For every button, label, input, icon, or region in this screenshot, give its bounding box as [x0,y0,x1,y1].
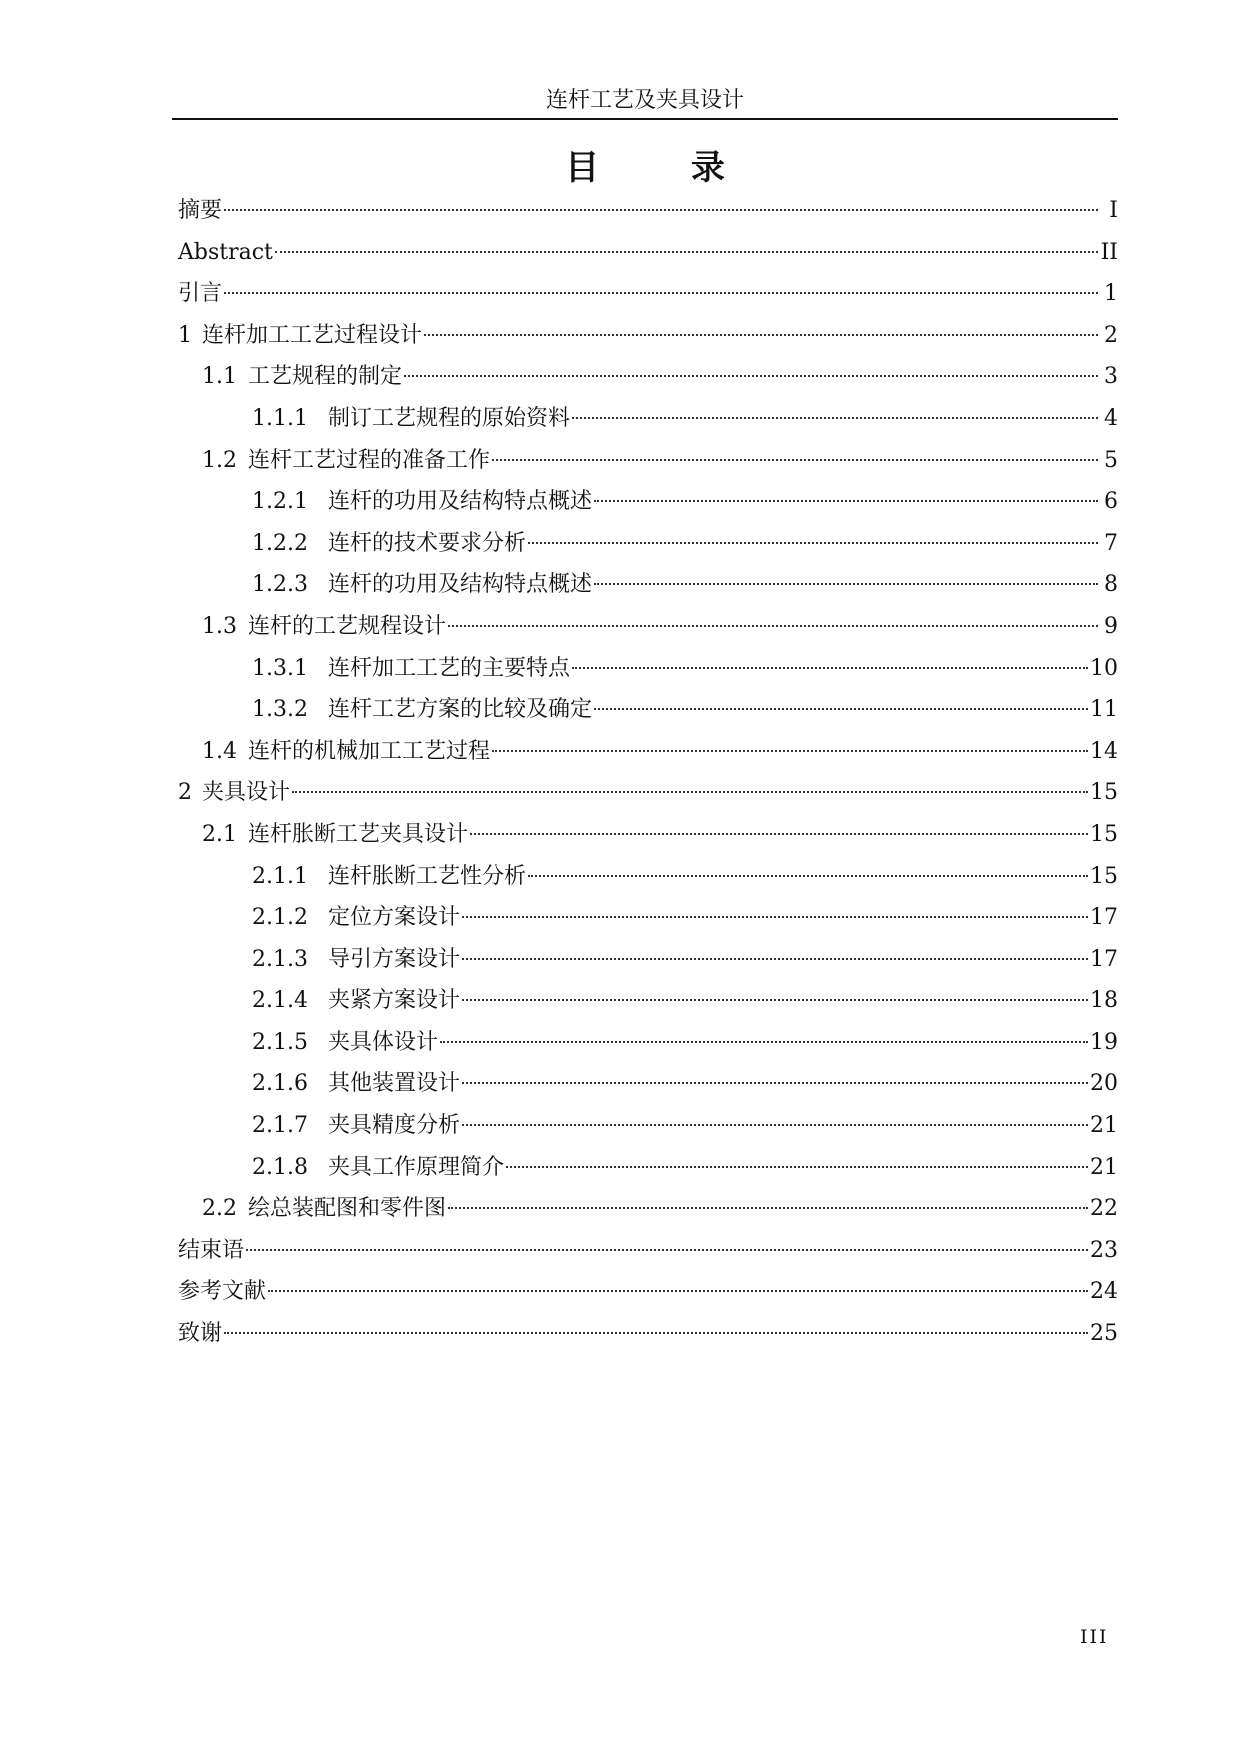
toc-dot-leader [424,334,1098,336]
toc-entry-page: 21 [1090,1154,1118,1180]
toc-entry-page: 11 [1090,697,1118,723]
toc-entry[interactable] [178,731,1118,773]
toc-entry[interactable] [178,1063,1118,1105]
toc-entry-number: 2.2 [202,1196,237,1222]
toc-entry-label: 连杆胀断工艺性分析 [328,863,527,889]
toc-entry-number: 2.1 [202,821,237,847]
toc-entry-page: 2 [1104,322,1118,348]
toc-entry-number: 2.1.3 [252,946,308,972]
toc-entry-page: 21 [1090,1113,1118,1139]
toc-entry[interactable] [178,689,1118,731]
toc-entry-page: 20 [1090,1071,1118,1097]
toc-entry[interactable] [178,315,1118,357]
toc-entry-label: Abstract [178,239,273,265]
table-of-contents [178,190,1118,1355]
toc-entry-label: 夹具精度分析 [328,1113,461,1139]
toc-entry-number: 1.1 [202,364,237,390]
toc-entry-label: 摘要 [178,198,223,223]
toc-entry-page: 10 [1090,655,1118,681]
toc-entry[interactable] [178,273,1118,315]
toc-title: 目 录 [565,148,765,188]
toc-entry-page: 15 [1090,780,1118,806]
toc-entry[interactable] [178,939,1118,981]
toc-entry-page: 4 [1104,405,1118,431]
toc-entry[interactable] [178,481,1118,523]
toc-entry-label: 工艺规程的制定 [248,364,403,390]
toc-entry[interactable] [178,856,1118,898]
toc-entry-number: 2.1.7 [252,1113,308,1139]
toc-entry[interactable] [178,1313,1118,1355]
toc-entry-page: 7 [1104,530,1118,556]
toc-entry-page: 19 [1090,1029,1118,1055]
toc-entry-number: 1.3 [202,613,237,639]
toc-entry-number: 2 [178,780,192,806]
toc-dot-leader [462,999,1088,1001]
toc-entry-label: 连杆胀断工艺夹具设计 [248,821,469,847]
toc-entry-number: 2.1.8 [252,1154,308,1180]
toc-entry-page: 25 [1090,1321,1118,1347]
toc-entry[interactable] [178,190,1118,232]
toc-entry-page: 5 [1104,447,1118,473]
toc-entry-page: 15 [1090,821,1118,847]
toc-entry-page: I [1109,198,1118,223]
toc-entry[interactable] [178,648,1118,690]
toc-entry-label: 其他装置设计 [328,1071,461,1097]
toc-entry[interactable] [178,897,1118,939]
toc-entry-number: 1.4 [202,738,237,764]
toc-entry[interactable] [178,398,1118,440]
toc-dot-leader [275,251,1098,253]
toc-entry-number: 1 [178,322,192,348]
toc-entry[interactable] [178,440,1118,482]
toc-dot-leader [440,1041,1088,1043]
toc-entry-label: 导引方案设计 [328,946,461,972]
toc-entry[interactable] [178,814,1118,856]
toc-entry-number: 1.2 [202,447,237,473]
toc-entry-number: 2.1.2 [252,905,308,931]
toc-dot-leader [404,375,1098,377]
running-header: 连杆工艺及夹具设计 [545,88,744,113]
toc-entry-number: 2.1.4 [252,988,308,1014]
toc-entry-page: 22 [1090,1196,1118,1222]
toc-dot-leader [462,1124,1088,1126]
toc-dot-leader [492,459,1098,461]
toc-dot-leader [462,916,1088,918]
toc-dot-leader [448,625,1098,627]
toc-entry-number: 1.3.2 [252,697,308,723]
toc-entry-label: 连杆的功用及结构特点概述 [328,572,593,598]
toc-dot-leader [594,500,1098,502]
toc-entry-label: 夹具工作原理简介 [328,1154,505,1180]
toc-entry[interactable] [178,1271,1118,1313]
toc-entry[interactable] [178,1022,1118,1064]
toc-entry-label: 夹紧方案设计 [328,988,461,1014]
toc-entry-label: 引言 [178,281,223,307]
toc-entry-label: 连杆工艺过程的准备工作 [248,447,491,473]
toc-dot-leader [492,750,1088,752]
header-rule [172,118,1118,120]
toc-entry-number: 1.2.3 [252,572,308,598]
toc-dot-leader [572,667,1088,669]
toc-dot-leader [448,1207,1088,1209]
toc-dot-leader [224,292,1098,294]
toc-entry-label: 定位方案设计 [328,905,461,931]
toc-entry-label: 连杆的功用及结构特点概述 [328,489,593,515]
toc-entry-page: 3 [1104,364,1118,390]
toc-entry-label: 连杆加工工艺的主要特点 [328,655,571,681]
toc-entry[interactable] [178,1230,1118,1272]
toc-entry-page: 6 [1104,489,1118,515]
toc-entry[interactable] [178,980,1118,1022]
toc-dot-leader [246,1249,1088,1251]
toc-entry-number: 2.1.5 [252,1029,308,1055]
toc-entry-page: 24 [1090,1279,1118,1305]
toc-entry[interactable] [178,606,1118,648]
toc-entry-number: 1.3.1 [252,655,308,681]
toc-entry[interactable] [178,1147,1118,1189]
toc-dot-leader [224,209,1098,211]
toc-entry-page: 18 [1090,988,1118,1014]
toc-entry-label: 参考文献 [178,1279,267,1305]
toc-entry[interactable] [178,1105,1118,1147]
toc-entry-label: 夹具体设计 [328,1029,439,1055]
toc-entry-label: 绘总装配图和零件图 [248,1196,447,1222]
toc-entry[interactable] [178,232,1118,274]
toc-entry-number: 2.1.1 [252,863,308,889]
toc-entry[interactable] [178,356,1118,398]
toc-entry-number: 1.1.1 [252,405,308,431]
toc-entry[interactable] [178,1188,1118,1230]
toc-entry-label: 结束语 [178,1237,245,1263]
toc-entry[interactable] [178,564,1118,606]
toc-entry-label: 连杆的技术要求分析 [328,530,527,556]
toc-entry-page: 9 [1104,613,1118,639]
toc-entry-label: 连杆的机械加工工艺过程 [248,738,491,764]
toc-entry-label: 连杆加工工艺过程设计 [202,322,423,348]
toc-dot-leader [572,417,1098,419]
toc-entry-number: 1.2.1 [252,489,308,515]
toc-entry-label: 连杆工艺方案的比较及确定 [328,697,593,723]
toc-dot-leader [224,1332,1088,1334]
toc-entry-number: 1.2.2 [252,530,308,556]
toc-entry-page: 23 [1090,1237,1118,1263]
toc-entry-page: II [1100,239,1118,265]
toc-entry-label: 致谢 [178,1321,223,1347]
toc-entry-page: 8 [1104,572,1118,598]
toc-entry-label: 制订工艺规程的原始资料 [328,405,571,431]
toc-dot-leader [594,708,1088,710]
toc-entry-page: 14 [1090,738,1118,764]
toc-dot-leader [462,958,1088,960]
toc-entry-label: 夹具设计 [202,780,291,806]
toc-dot-leader [470,833,1088,835]
page-number: III [1080,1626,1109,1648]
toc-entry[interactable] [178,772,1118,814]
toc-entry-label: 连杆的工艺规程设计 [248,613,447,639]
toc-dot-leader [528,875,1088,877]
toc-entry-page: 17 [1090,946,1118,972]
toc-entry-page: 15 [1090,863,1118,889]
toc-entry-page: 17 [1090,905,1118,931]
toc-dot-leader [528,542,1098,544]
toc-entry[interactable] [178,523,1118,565]
toc-dot-leader [292,791,1088,793]
toc-dot-leader [268,1290,1088,1292]
toc-entry-number: 2.1.6 [252,1071,308,1097]
toc-dot-leader [462,1082,1088,1084]
toc-entry-page: 1 [1104,281,1118,307]
toc-dot-leader [506,1166,1088,1168]
toc-dot-leader [594,583,1098,585]
